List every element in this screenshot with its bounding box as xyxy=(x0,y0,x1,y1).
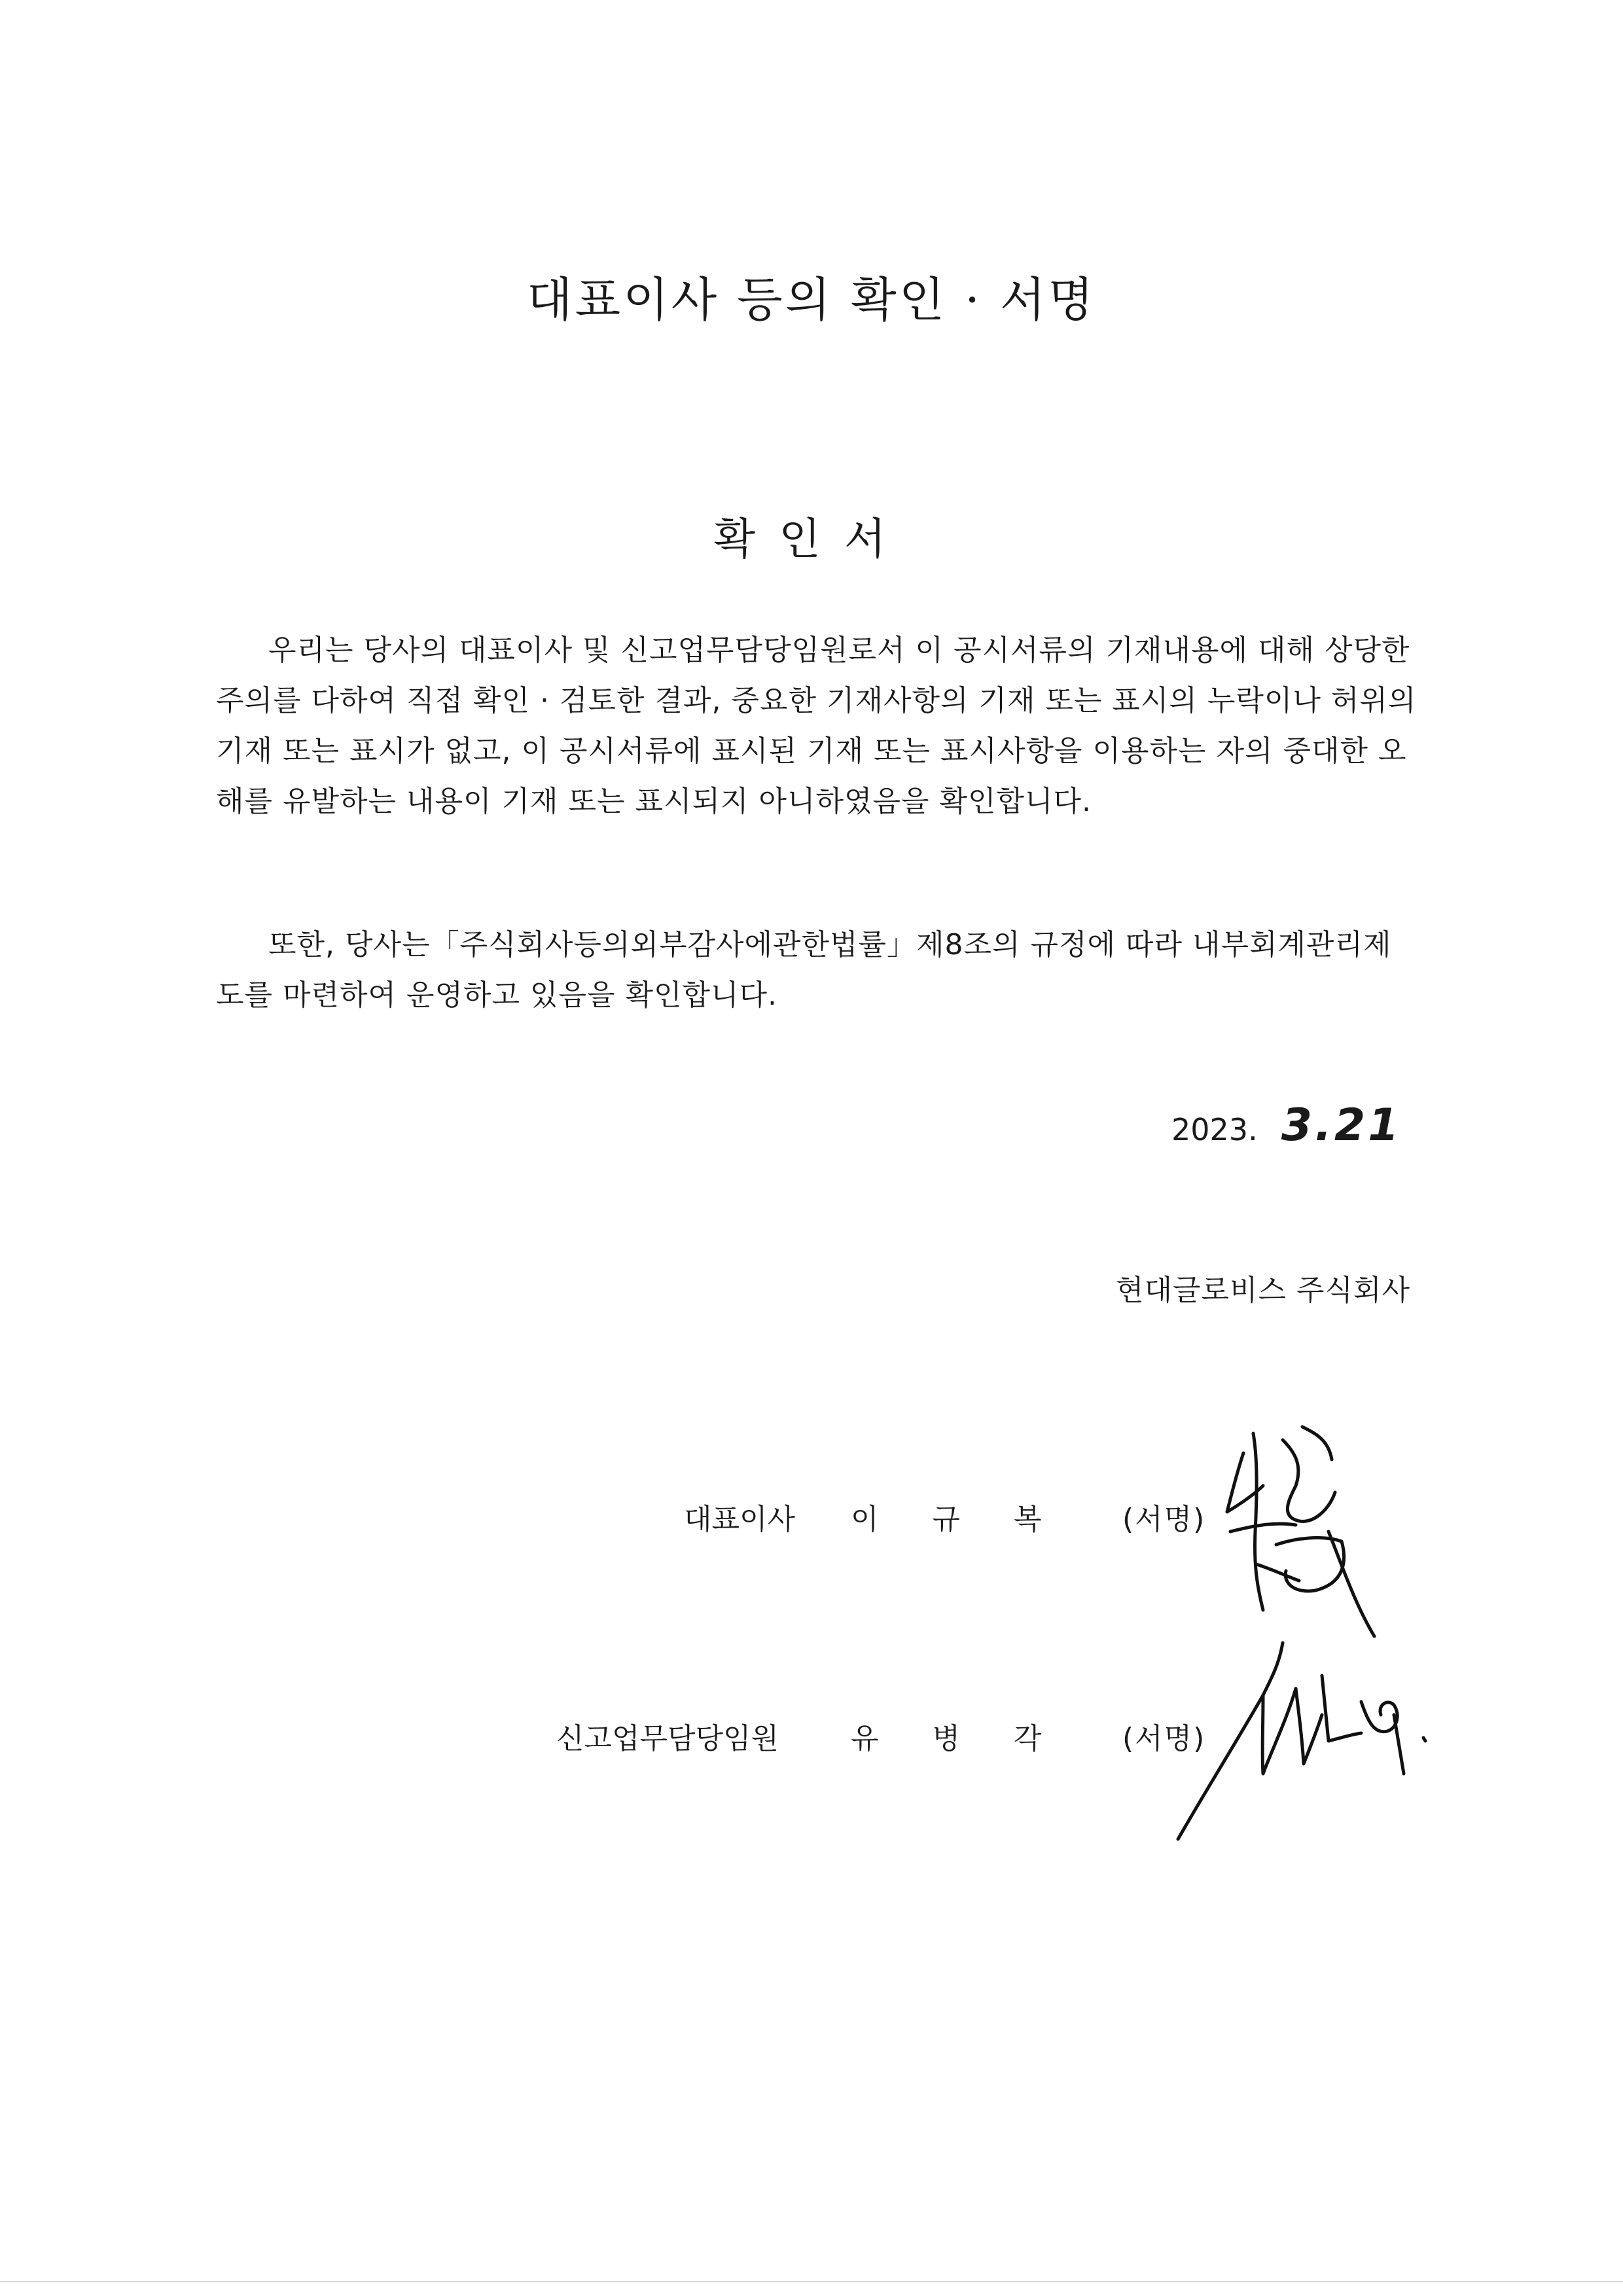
date-printed: 2023. xyxy=(1171,1112,1258,1147)
document-subtitle: 확인서 xyxy=(713,514,910,564)
signatory-1-name: 이 규 복 xyxy=(851,1503,1064,1536)
paragraph-2-text: 또한, 당사는「주식회사등의외부감사에관한법률」제8조의 규정에 따라 내부회계관리제도를 마련하여 운영하고 있음을 확인합니다. xyxy=(216,928,1392,1012)
document-title: 대표이사 등의 확인 · 서명 xyxy=(527,272,1096,327)
signatory-2-signature-label: (서명) xyxy=(1122,1722,1206,1755)
signatory-1-signature-label: (서명) xyxy=(1122,1503,1206,1536)
confirmation-paragraph-2 xyxy=(216,920,1420,1020)
paragraph-1-text: 우리는 당사의 대표이사 및 신고업무담당임원로서 이 공시서류의 기재내용에 대해 상당한 주의를 다하여 직접 확인 · 검토한 결과, 중요한 기재사항의 기재 또는 표시의 누락이나 허위의 기재 또는 표시가 없고, 이 공시서류에 표시된 기재 또는 표시사항을 이용하는 자의 중대한 오해를 유발하는 내용이 기재 또는 표시되지 아니하였음을 확인합니다. xyxy=(216,634,1417,818)
signatory-1-role: 대표이사 xyxy=(684,1503,796,1536)
company-name: 현대글로비스 주식회사 xyxy=(1116,1274,1411,1307)
confirmation-paragraph-1 xyxy=(216,625,1420,827)
signatory-2-name: 유 병 각 xyxy=(851,1722,1064,1755)
scan-edge-line xyxy=(0,2281,1623,2282)
date-row xyxy=(1171,1100,1401,1151)
signature-2-handwritten xyxy=(1165,1623,1440,1846)
signatory-2-role: 신고업무담당임원 xyxy=(556,1722,779,1755)
date-handwritten: 3.21 xyxy=(1281,1100,1402,1151)
signature-1-handwritten xyxy=(1217,1414,1387,1643)
